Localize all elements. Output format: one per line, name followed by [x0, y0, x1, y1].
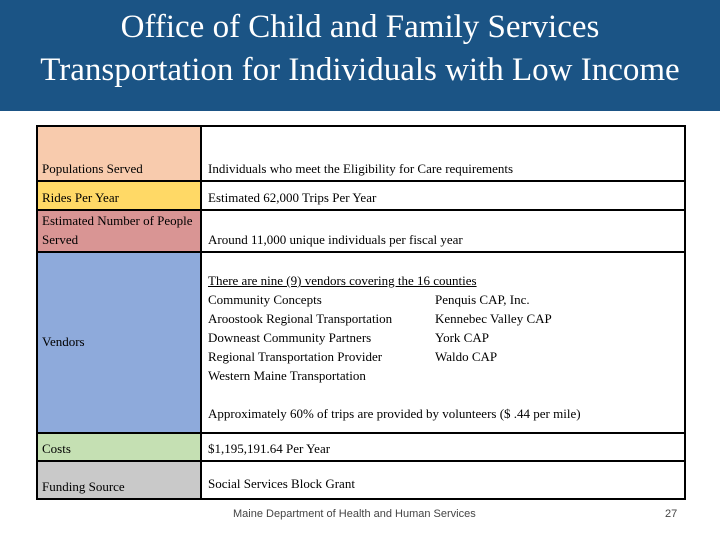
row-label: Funding Source: [37, 461, 201, 499]
page-number: 27: [665, 508, 678, 520]
row-label: Vendors: [37, 252, 201, 433]
row-label: Populations Served: [37, 126, 201, 181]
table-row: [37, 181, 685, 210]
vendor: Western Maine Transportation: [208, 368, 366, 383]
footer-text: Maine Department of Health and Human Services: [233, 508, 476, 520]
row-value: Individuals who meet the Eligibility for Care requirements: [201, 126, 685, 181]
row-label: Costs: [37, 433, 201, 461]
table-row: [37, 461, 685, 499]
volunteer-note: Approximately 60% of trips are provided by volunteers ($ .44 per mile): [208, 406, 581, 421]
vendor-list: [208, 290, 680, 385]
vendor: Community Concepts: [208, 292, 322, 307]
vendor: Waldo CAP: [435, 349, 498, 364]
title-banner: [0, 0, 720, 111]
row-label: Estimated Number of People Served: [37, 210, 201, 252]
row-value: Estimated 62,000 Trips Per Year: [201, 181, 685, 210]
title-line-1: Office of Child and Family Services: [120, 9, 600, 45]
vendor: Aroostook Regional Transportation: [208, 311, 393, 326]
row-label: Rides Per Year: [37, 181, 201, 210]
vendor: Downeast Community Partners: [208, 330, 372, 345]
title-line-2: Transportation for Individuals with Low Income: [40, 52, 680, 88]
row-value: $1,195,191.64 Per Year: [201, 433, 685, 461]
vendors-cell: [201, 252, 685, 433]
table-row: [37, 126, 685, 181]
table-row: [37, 252, 685, 433]
vendor: York CAP: [435, 330, 489, 345]
row-value: Social Services Block Grant: [201, 461, 685, 499]
vendor: Penquis CAP, Inc.: [435, 292, 530, 307]
vendor: Kennebec Valley CAP: [435, 311, 552, 326]
table-row: [37, 210, 685, 252]
table-row: [37, 433, 685, 461]
row-value: Around 11,000 unique individuals per fiscal year: [201, 210, 685, 252]
info-table: [36, 125, 686, 500]
vendors-intro: There are nine (9) vendors covering the 16 counties: [208, 273, 477, 288]
vendor: Regional Transportation Provider: [208, 349, 383, 364]
